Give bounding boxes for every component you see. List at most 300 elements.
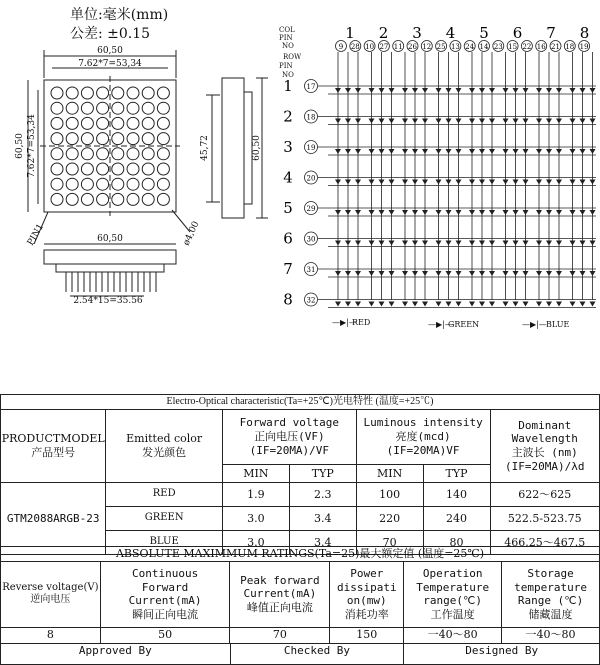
led-diode-icon [513,119,519,124]
led-dot [112,163,124,175]
led-diode-icon [379,180,385,185]
vf-typ-header: TYP [289,465,356,483]
pin-schematic [279,24,596,329]
column-pin-number: 19 [579,43,589,51]
led-dot [112,87,124,99]
forward-voltage-header: Forward voltage 正向电压(VF) (IF=20MA)/VF [222,410,356,465]
led-diode-icon [436,271,442,276]
led-diode-icon [523,180,529,185]
led-dot [97,133,109,145]
reverse-voltage-value: 8 [1,627,101,643]
led-diode-icon [335,271,341,276]
led-diode-icon [503,88,509,93]
led-dot [127,193,139,205]
led-dot [66,117,78,129]
led-dot [157,178,169,190]
led-diode-icon [580,210,586,215]
pitch-dim-label: 7.62*7=53,34 [78,59,142,69]
led-diode-icon [546,180,552,185]
continuous-current-value: 50 [100,627,230,643]
led-dot [97,102,109,114]
column-pin-number: 28 [350,43,360,51]
led-diode-icon [355,119,361,124]
led-diode-icon [523,210,529,215]
led-diode-icon [335,88,341,93]
led-diode-icon [456,302,462,307]
led-diode-icon [335,149,341,154]
led-diode-icon [456,180,462,185]
led-diode-icon [479,180,485,185]
led-diode-icon [412,180,418,185]
led-diode-icon [469,271,475,276]
led-diode-icon [345,241,351,246]
column-pin-number: 24 [465,43,475,51]
led-diode-icon [513,302,519,307]
led-diode-icon [422,302,428,307]
led-dot [66,102,78,114]
bottom-view [44,250,176,264]
led-diode-icon [389,180,395,185]
led-diode-icon [422,180,428,185]
led-dot [157,133,169,145]
luminous-header: Luminous intensity 亮度(mcd) (IF=20MA)VF [356,410,490,465]
led-diode-icon [389,119,395,124]
led-diode-icon [402,271,408,276]
led-diode-icon [503,271,509,276]
led-dot [142,148,154,160]
led-dot [97,117,109,129]
led-diode-icon [536,271,542,276]
led-diode-icon [422,210,428,215]
column-pin-number: 22 [522,43,532,51]
row-number: 5 [283,199,293,217]
led-diode-icon [345,149,351,154]
led-dot [51,178,63,190]
led-diode-icon [446,149,452,154]
led-diode-icon [412,88,418,93]
lum-typ-green: 240 [423,507,490,531]
pitch-v-label: 7.62*7=53,34 [27,114,37,178]
led-diode-icon [355,210,361,215]
led-dot [157,117,169,129]
vf-typ-green: 3.4 [289,507,356,531]
led-diode-icon [456,119,462,124]
led-dot [112,133,124,145]
led-diode-icon [503,149,509,154]
led-diode-icon [523,302,529,307]
led-dot [81,87,93,99]
color-green: GREEN [106,507,223,531]
led-dot [51,148,63,160]
column-pin-number: 10 [365,43,375,51]
wl-red: 622～625 [490,483,600,507]
led-diode-icon [570,210,576,215]
led-diode-icon [436,149,442,154]
abs-title: ABSOLUTE MAXIMMUM RATINGS(Ta=25)最大额定值 (温度=25℃) [1,547,600,562]
bottom-pins [66,272,156,292]
led-diode-icon [570,88,576,93]
row-label-3: NO [282,71,294,79]
row-label-1: ROW [283,53,302,61]
peak-current-value: 70 [230,627,330,643]
lum-typ-header: TYP [423,465,490,483]
row-number: 6 [283,229,293,248]
row-pin-number: 31 [306,266,316,274]
row-number: 1 [283,77,293,95]
led-diode-icon [389,302,395,307]
led-diode-icon [556,210,562,215]
led-dot [66,87,78,99]
vf-typ-blue: 3.4 [289,531,356,555]
led-diode-icon [513,88,519,93]
led-diode-icon [379,271,385,276]
operation-temp-header: Operation Temperature range(℃) 工作温度 [404,561,502,627]
led-diode-icon [446,119,452,124]
led-dot [81,148,93,160]
led-diode-icon [456,149,462,154]
legend-red-icon: —▶|— [332,318,357,327]
led-diode-icon [489,241,495,246]
dot-diameter-label: ø4,00 [181,219,202,248]
led-diode-icon [422,241,428,246]
led-diode-icon [513,180,519,185]
led-diode-icon [513,149,519,154]
led-diode-icon [523,119,529,124]
led-dot [127,148,139,160]
column-pin-number: 27 [379,43,389,51]
led-dot [51,102,63,114]
column-pin-number: 14 [479,43,489,51]
led-diode-icon [355,302,361,307]
led-diode-icon [479,271,485,276]
led-diode-icon [402,119,408,124]
column-number: 7 [546,24,556,42]
side-view [222,78,244,218]
led-diode-icon [469,302,475,307]
led-diode-icon [389,271,395,276]
row-pin-number: 32 [306,296,316,305]
column-pin-number: 15 [508,43,518,51]
led-diode-icon [369,302,375,307]
led-diode-icon [590,241,596,246]
approved-by: Approved By [1,644,231,665]
led-dot [112,102,124,114]
row-number: 2 [283,107,293,126]
led-diode-icon [446,180,452,185]
column-number: 3 [412,24,422,42]
lum-typ-red: 140 [423,483,490,507]
led-diode-icon [345,210,351,215]
led-diode-icon [536,119,542,124]
led-diode-icon [590,180,596,185]
led-dot [97,163,109,175]
row-number: 7 [283,260,293,278]
led-diode-icon [402,302,408,307]
led-diode-icon [590,149,596,154]
led-diode-icon [590,88,596,93]
led-diode-icon [556,302,562,307]
led-diode-icon [355,271,361,276]
led-dot [142,178,154,190]
led-diode-icon [469,88,475,93]
led-diode-icon [402,210,408,215]
led-diode-icon [412,271,418,276]
led-dot [97,178,109,190]
led-diode-icon [556,119,562,124]
col-label-2: PIN [279,34,293,42]
led-diode-icon [379,88,385,93]
column-pin-number: 18 [565,43,575,51]
column-pin-number: 13 [450,43,460,51]
led-diode-icon [422,119,428,124]
led-diode-icon [436,210,442,215]
row-label-2: PIN [279,62,293,70]
led-diode-icon [556,149,562,154]
units-note: 单位:毫米(mm) [70,7,169,23]
lum-min-header: MIN [356,465,423,483]
led-dot [127,178,139,190]
vf-min-header: MIN [222,465,289,483]
led-diode-icon [379,210,385,215]
led-diode-icon [546,88,552,93]
led-diode-icon [369,180,375,185]
led-dot [142,87,154,99]
led-diode-icon [456,241,462,246]
led-diode-icon [503,302,509,307]
led-dot [66,133,78,145]
led-dot [51,117,63,129]
led-diode-icon [580,180,586,185]
led-diode-icon [556,88,562,93]
led-diode-icon [335,302,341,307]
row-pin-number: 18 [306,113,316,122]
led-diode-icon [580,271,586,276]
led-dot [66,148,78,160]
row-pin-number: 30 [306,235,316,244]
led-diode-icon [412,119,418,124]
led-diode-icon [556,180,562,185]
led-diode-icon [590,271,596,276]
led-diode-icon [436,180,442,185]
led-diode-icon [590,210,596,215]
column-number: 1 [345,24,355,42]
absolute-max-table [0,546,600,644]
vf-min-blue: 3.0 [222,531,289,555]
led-dot [97,87,109,99]
storage-temp-value: 一40～80 [502,627,600,643]
led-diode-icon [345,302,351,307]
led-dot [81,133,93,145]
led-dot [66,193,78,205]
column-pin-number: 21 [551,43,560,51]
led-diode-icon [469,210,475,215]
tolerance-note: 公差: ±0.15 [70,26,151,42]
led-diode-icon [446,88,452,93]
led-diode-icon [489,271,495,276]
product-model-header: PRODUCTMODEL 产品型号 [1,410,106,483]
led-diode-icon [523,149,529,154]
led-diode-icon [389,149,395,154]
led-diode-icon [546,119,552,124]
led-diode-icon [335,210,341,215]
pin1-label: PIN1 [25,222,47,248]
led-diode-icon [345,180,351,185]
led-diode-icon [345,119,351,124]
column-number: 2 [378,24,389,42]
pin-pitch-label: 2.54*15=35.56 [73,296,143,306]
legend-green-icon: —▶|— [428,320,453,329]
led-dot [51,193,63,205]
led-diode-icon [436,88,442,93]
led-dot [127,133,139,145]
col-label-1: COL [279,26,295,34]
led-diode-icon [513,271,519,276]
reverse-voltage-header: Reverse voltage(V) 逆向电压 [1,561,101,627]
led-diode-icon [536,210,542,215]
led-diode-icon [469,119,475,124]
led-diode-icon [556,241,562,246]
led-dot [81,193,93,205]
led-diode-icon [379,149,385,154]
led-diode-icon [402,88,408,93]
led-dot [97,193,109,205]
led-diode-icon [580,302,586,307]
led-diode-icon [436,241,442,246]
led-diode-icon [570,119,576,124]
led-dot [66,163,78,175]
led-diode-icon [335,119,341,124]
led-diode-icon [402,241,408,246]
continuous-current-header: Continuous Forward Current(mA) 瞬间正向电流 [100,561,230,627]
led-dot [112,148,124,160]
led-diode-icon [469,180,475,185]
led-dot [51,163,63,175]
led-diode-icon [422,149,428,154]
led-dot [157,163,169,175]
color-red: RED [106,483,223,507]
led-dot [112,193,124,205]
led-diode-icon [489,119,495,124]
power-header: Power dissipati on(mw) 消耗功率 [330,561,404,627]
led-dot [142,133,154,145]
led-diode-icon [590,302,596,307]
wl-green: 522.5-523.75 [490,507,600,531]
lum-min-blue: 70 [356,531,423,555]
led-diode-icon [580,241,586,246]
led-diode-icon [489,88,495,93]
led-diode-icon [469,241,475,246]
led-diode-icon [503,241,509,246]
emitted-color-header: Emitted color 发光颜色 [106,410,223,483]
led-diode-icon [536,88,542,93]
led-diode-icon [369,149,375,154]
led-diode-icon [479,149,485,154]
side-inner-label: 45,72 [200,135,210,161]
led-diode-icon [422,271,428,276]
led-diode-icon [379,119,385,124]
lum-min-red: 100 [356,483,423,507]
led-dot [127,163,139,175]
legend-red: RED [352,318,371,327]
led-diode-icon [570,271,576,276]
led-diode-icon [355,241,361,246]
led-diode-icon [590,119,596,124]
column-number: 6 [512,24,523,42]
wavelength-header: Dominant Wavelength 主波长 (nm) (IF=20MA)/λd [490,410,600,483]
led-diode-icon [570,149,576,154]
led-diode-icon [580,119,586,124]
led-dot [142,193,154,205]
led-diode-icon [513,210,519,215]
led-dot [127,102,139,114]
led-diode-icon [556,271,562,276]
led-diode-icon [523,241,529,246]
led-dot [81,178,93,190]
row-pin-number: 19 [306,144,316,152]
led-dot [81,163,93,175]
led-diode-icon [369,210,375,215]
column-number: 4 [445,24,456,42]
led-diode-icon [513,241,519,246]
led-diode-icon [379,302,385,307]
led-diode-icon [389,241,395,246]
table-caption: Electro-Optical characteristic(Ta=+25℃)光电特性 (温度=+25℃) [1,395,600,410]
led-diode-icon [536,149,542,154]
led-diode-icon [503,180,509,185]
led-dot [112,117,124,129]
designed-by: Designed By [404,644,600,665]
led-diode-icon [469,149,475,154]
legend-green: GREEN [448,320,480,329]
led-dot [157,102,169,114]
height-dim-label: 60,50 [15,133,25,159]
led-diode-icon [546,210,552,215]
led-diode-icon [479,241,485,246]
led-diode-icon [489,302,495,307]
led-diode-icon [345,88,351,93]
led-diode-icon [546,149,552,154]
led-diode-icon [489,149,495,154]
operation-temp-value: 一40～80 [404,627,502,643]
column-pin-number: 11 [393,43,403,51]
led-diode-icon [436,119,442,124]
led-diode-icon [570,302,576,307]
bottom-width-label: 60,50 [97,234,123,244]
led-dot [51,87,63,99]
column-pin-number: 16 [536,43,546,51]
led-diode-icon [456,271,462,276]
vf-min-green: 3.0 [222,507,289,531]
led-diode-icon [570,241,576,246]
row-number: 8 [283,290,293,309]
led-diode-icon [446,271,452,276]
side-outer-label: 60,50 [252,135,262,161]
led-dot [157,87,169,99]
column-pin-number: 26 [408,43,417,51]
led-diode-icon [422,88,428,93]
led-diode-icon [369,241,375,246]
led-diode-icon [503,119,509,124]
led-diode-icon [523,88,529,93]
led-diode-icon [355,149,361,154]
led-diode-icon [479,119,485,124]
led-diode-icon [446,210,452,215]
lum-typ-blue: 80 [423,531,490,555]
led-diode-icon [412,241,418,246]
led-diode-icon [355,180,361,185]
led-dot [51,133,63,145]
column-pin-number: 12 [422,43,432,51]
